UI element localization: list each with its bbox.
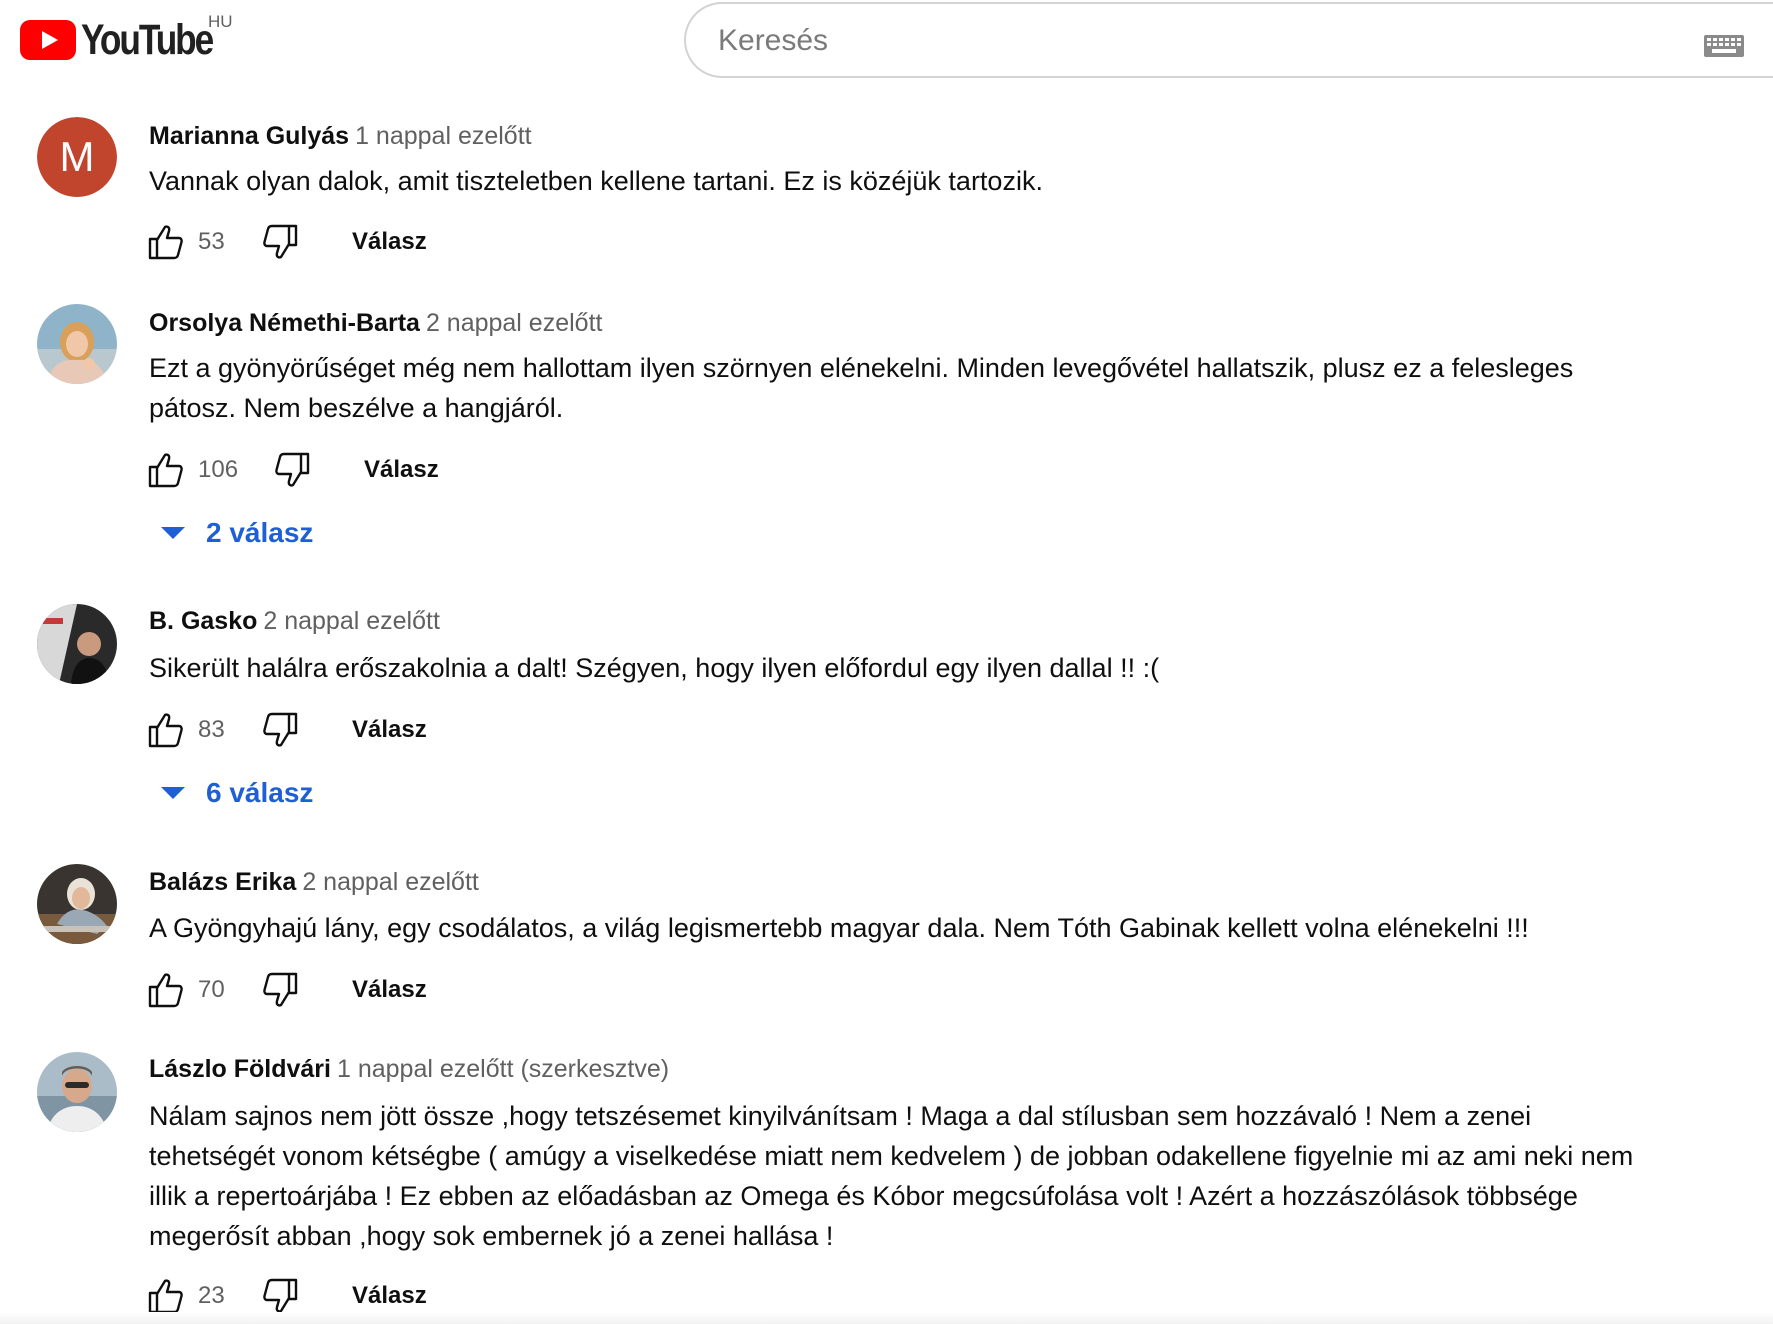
view-replies-button[interactable] [160, 517, 313, 549]
comment-time[interactable]: 1 nappal ezelőtt (szerkesztve) [336, 1055, 670, 1083]
reply-button[interactable]: Válasz [352, 1282, 427, 1309]
logo-wordmark: YouTube [81, 16, 213, 64]
thumbs-down-icon[interactable] [274, 451, 312, 489]
avatar[interactable] [37, 117, 117, 197]
comment-actions [146, 450, 439, 490]
comment-actions [146, 222, 427, 262]
caret-down-icon [160, 525, 186, 541]
comment-author[interactable]: Balázs Erika [149, 868, 297, 896]
comment-actions [146, 970, 427, 1010]
comment-header [149, 868, 479, 897]
reply-button[interactable]: Válasz [352, 976, 427, 1003]
replies-count: 6 válasz [206, 777, 314, 808]
comment-actions [146, 1276, 427, 1316]
comment-author[interactable]: Lászlo Földvári [149, 1055, 331, 1083]
comment-header [149, 122, 532, 151]
like-count: 53 [198, 228, 225, 255]
reply-button[interactable]: Válasz [352, 228, 427, 255]
thumbs-down-icon[interactable] [262, 223, 300, 261]
region-code: HU [208, 12, 233, 31]
comment-author[interactable]: B. Gasko [149, 607, 258, 635]
comment-text: A Gyöngyhajú lány, egy csodálatos, a világ legismertebb magyar dala. Nem Tóth Gabinak kellett volna elénekelni !!! [149, 913, 1529, 943]
masthead [0, 0, 1773, 92]
like-count: 70 [198, 976, 225, 1003]
comment-time[interactable]: 2 nappal ezelőtt [263, 607, 440, 635]
reply-button[interactable]: Válasz [364, 456, 439, 483]
thumbs-up-icon[interactable] [146, 451, 184, 489]
thumbs-up-icon[interactable] [146, 1277, 184, 1315]
reply-button[interactable]: Válasz [352, 716, 427, 743]
like-count: 106 [198, 456, 239, 483]
replies-count: 2 válasz [206, 517, 314, 548]
comment-time[interactable]: 2 nappal ezelőtt [302, 868, 479, 896]
like-count: 83 [198, 716, 225, 743]
thumbs-down-icon[interactable] [262, 711, 300, 749]
comment-text: Ezt a gyönyörűséget még nem hallottam ilyen szörnyen elénekelni. Minden levegővétel hallatszik, plusz ez a felesleges pátosz. Nem beszélve a hangjáról. [149, 353, 1574, 423]
thumbs-up-icon[interactable] [146, 223, 184, 261]
comment-text: Nálam sajnos nem jött össze ,hogy tetszésemet kinyilvánítsam ! Maga a dal stílusban sem hozzávaló ! Nem a zenei tehetségét vonom kétségbe ( amúgy a viselkedése miatt nem kedvelem ) de jobban odakellene figyelnie mi az ami neki nem illik a repertoárjába ! Ez ebben az előadásban az Omega és Kóbor megcsúfolása volt ! Azért a hozzászólások többsége megerősít abban ,hogy sok embernek jó a zenei hallása ! [149, 1101, 1634, 1251]
thumbs-up-icon[interactable] [146, 711, 184, 749]
comment-time[interactable]: 2 nappal ezelőtt [425, 309, 603, 337]
search-input[interactable] [716, 20, 1620, 62]
comment-time[interactable]: 1 nappal ezelőtt [355, 122, 532, 150]
view-replies-button[interactable] [160, 777, 313, 809]
thumbs-down-icon[interactable] [262, 1277, 300, 1315]
caret-down-icon [160, 785, 186, 801]
comment-text: Vannak olyan dalok, amit tiszteletben kellene tartani. Ez is közéjük tartozik. [149, 166, 1043, 196]
avatar[interactable] [37, 1052, 117, 1132]
comment-header [149, 309, 602, 338]
like-count: 23 [198, 1282, 225, 1309]
comment-header [149, 1055, 669, 1084]
avatar[interactable] [37, 604, 117, 684]
thumbs-up-icon[interactable] [146, 971, 184, 1009]
bottom-edge-shadow [0, 1312, 1773, 1324]
avatar-letter: M [37, 117, 117, 197]
avatar[interactable] [37, 864, 117, 944]
comment-author[interactable]: Orsolya Némethi-Barta [149, 309, 420, 337]
search-box[interactable] [684, 2, 1773, 78]
keyboard-icon[interactable] [1704, 35, 1744, 57]
avatar[interactable] [37, 304, 117, 384]
avatar-photo [37, 864, 117, 944]
youtube-play-icon [20, 20, 76, 60]
comment-actions [146, 710, 427, 750]
comment-header [149, 607, 440, 636]
comment-text: Sikerült halálra erőszakolnia a dalt! Szégyen, hogy ilyen előfordul egy ilyen dallal !! :( [149, 653, 1160, 683]
thumbs-down-icon[interactable] [262, 971, 300, 1009]
avatar-photo [37, 604, 117, 684]
comment-author[interactable]: Marianna Gulyás [149, 122, 350, 150]
avatar-photo [37, 304, 117, 384]
avatar-photo [37, 1052, 117, 1132]
